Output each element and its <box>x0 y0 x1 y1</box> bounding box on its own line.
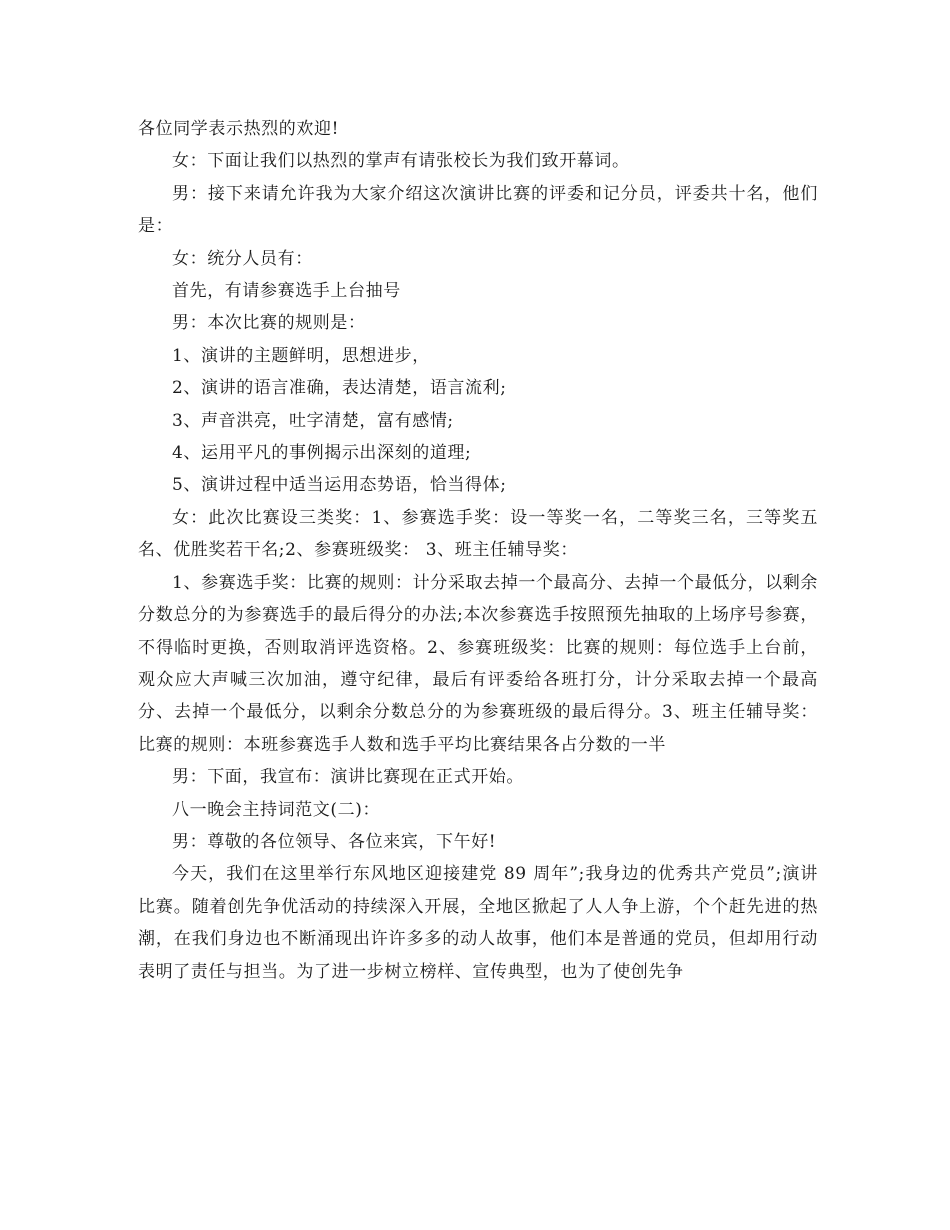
paragraph: 八一晚会主持词范文(二)： <box>172 799 381 820</box>
paragraph: 5、演讲过程中适当运用态势语，恰当得体; <box>172 475 507 496</box>
paragraph: 首先，有请参赛选手上台抽号 <box>172 281 401 302</box>
paragraph: 男：下面，我宣布：演讲比赛现在正式开始。 <box>172 767 524 788</box>
document-body <box>138 113 818 988</box>
paragraph: 1、参赛选手奖：比赛的规则：计分采取去掉一个最高分、去掉一个最低分，以剩余分数总分的为参赛选手的最后得分的办法;本次参赛选手按照预先抽取的上场序号参赛，不得临时更换，否则取消评选资格。2、参赛班级奖：比赛的规则：每位选手上台前，观众应大声喊三次加油，遵守纪律，最后有评委给各班打分，计分采取去掉一个最高分、去掉一个最低分，以剩余分数总分的为参赛班级的最后得分。3、班主任辅导奖：比赛的规则：本班参赛选手人数和选手平均比赛结果各占分数的一半 <box>138 572 818 755</box>
paragraph: 男：尊敬的各位领导、各位来宾，下午好! <box>172 831 497 852</box>
paragraph: 4、运用平凡的事例揭示出深刻的道理; <box>172 443 472 464</box>
paragraph: 男：接下来请允许我为大家介绍这次演讲比赛的评委和记分员，评委共十名，他们是： <box>138 183 818 237</box>
paragraph: 女：下面让我们以热烈的掌声有请张校长为我们致开幕词。 <box>172 151 630 172</box>
paragraph: 男：本次比赛的规则是： <box>172 313 366 334</box>
paragraph: 今天，我们在这里举行东风地区迎接建党 89 周年”;我身边的优秀共产党员”;演讲比赛。随着创先争优活动的持续深入开展，全地区掀起了人人争上游，个个赶先进的热潮，在我们身边也不断涌现出许许多多的动人故事，他们本是普通的党员，但却用行动表明了责任与担当。为了进一步树立榜样、宣传典型，也为了使创先争 <box>138 864 818 982</box>
paragraph: 各位同学表示热烈的欢迎! <box>138 119 340 139</box>
paragraph: 女：此次比赛设三类奖：1、参赛选手奖：设一等奖一名，二等奖三名，三等奖五名、优胜奖若干名;2、参赛班级奖： 3、班主任辅导奖： <box>138 507 818 561</box>
paragraph: 3、声音洪亮，吐字清楚，富有感情; <box>172 410 454 431</box>
paragraph: 女：统分人员有： <box>172 248 313 269</box>
paragraph: 2、演讲的语言准确，表达清楚，语言流利; <box>172 378 507 399</box>
paragraph: 1、演讲的主题鲜明，思想进步， <box>172 345 430 366</box>
